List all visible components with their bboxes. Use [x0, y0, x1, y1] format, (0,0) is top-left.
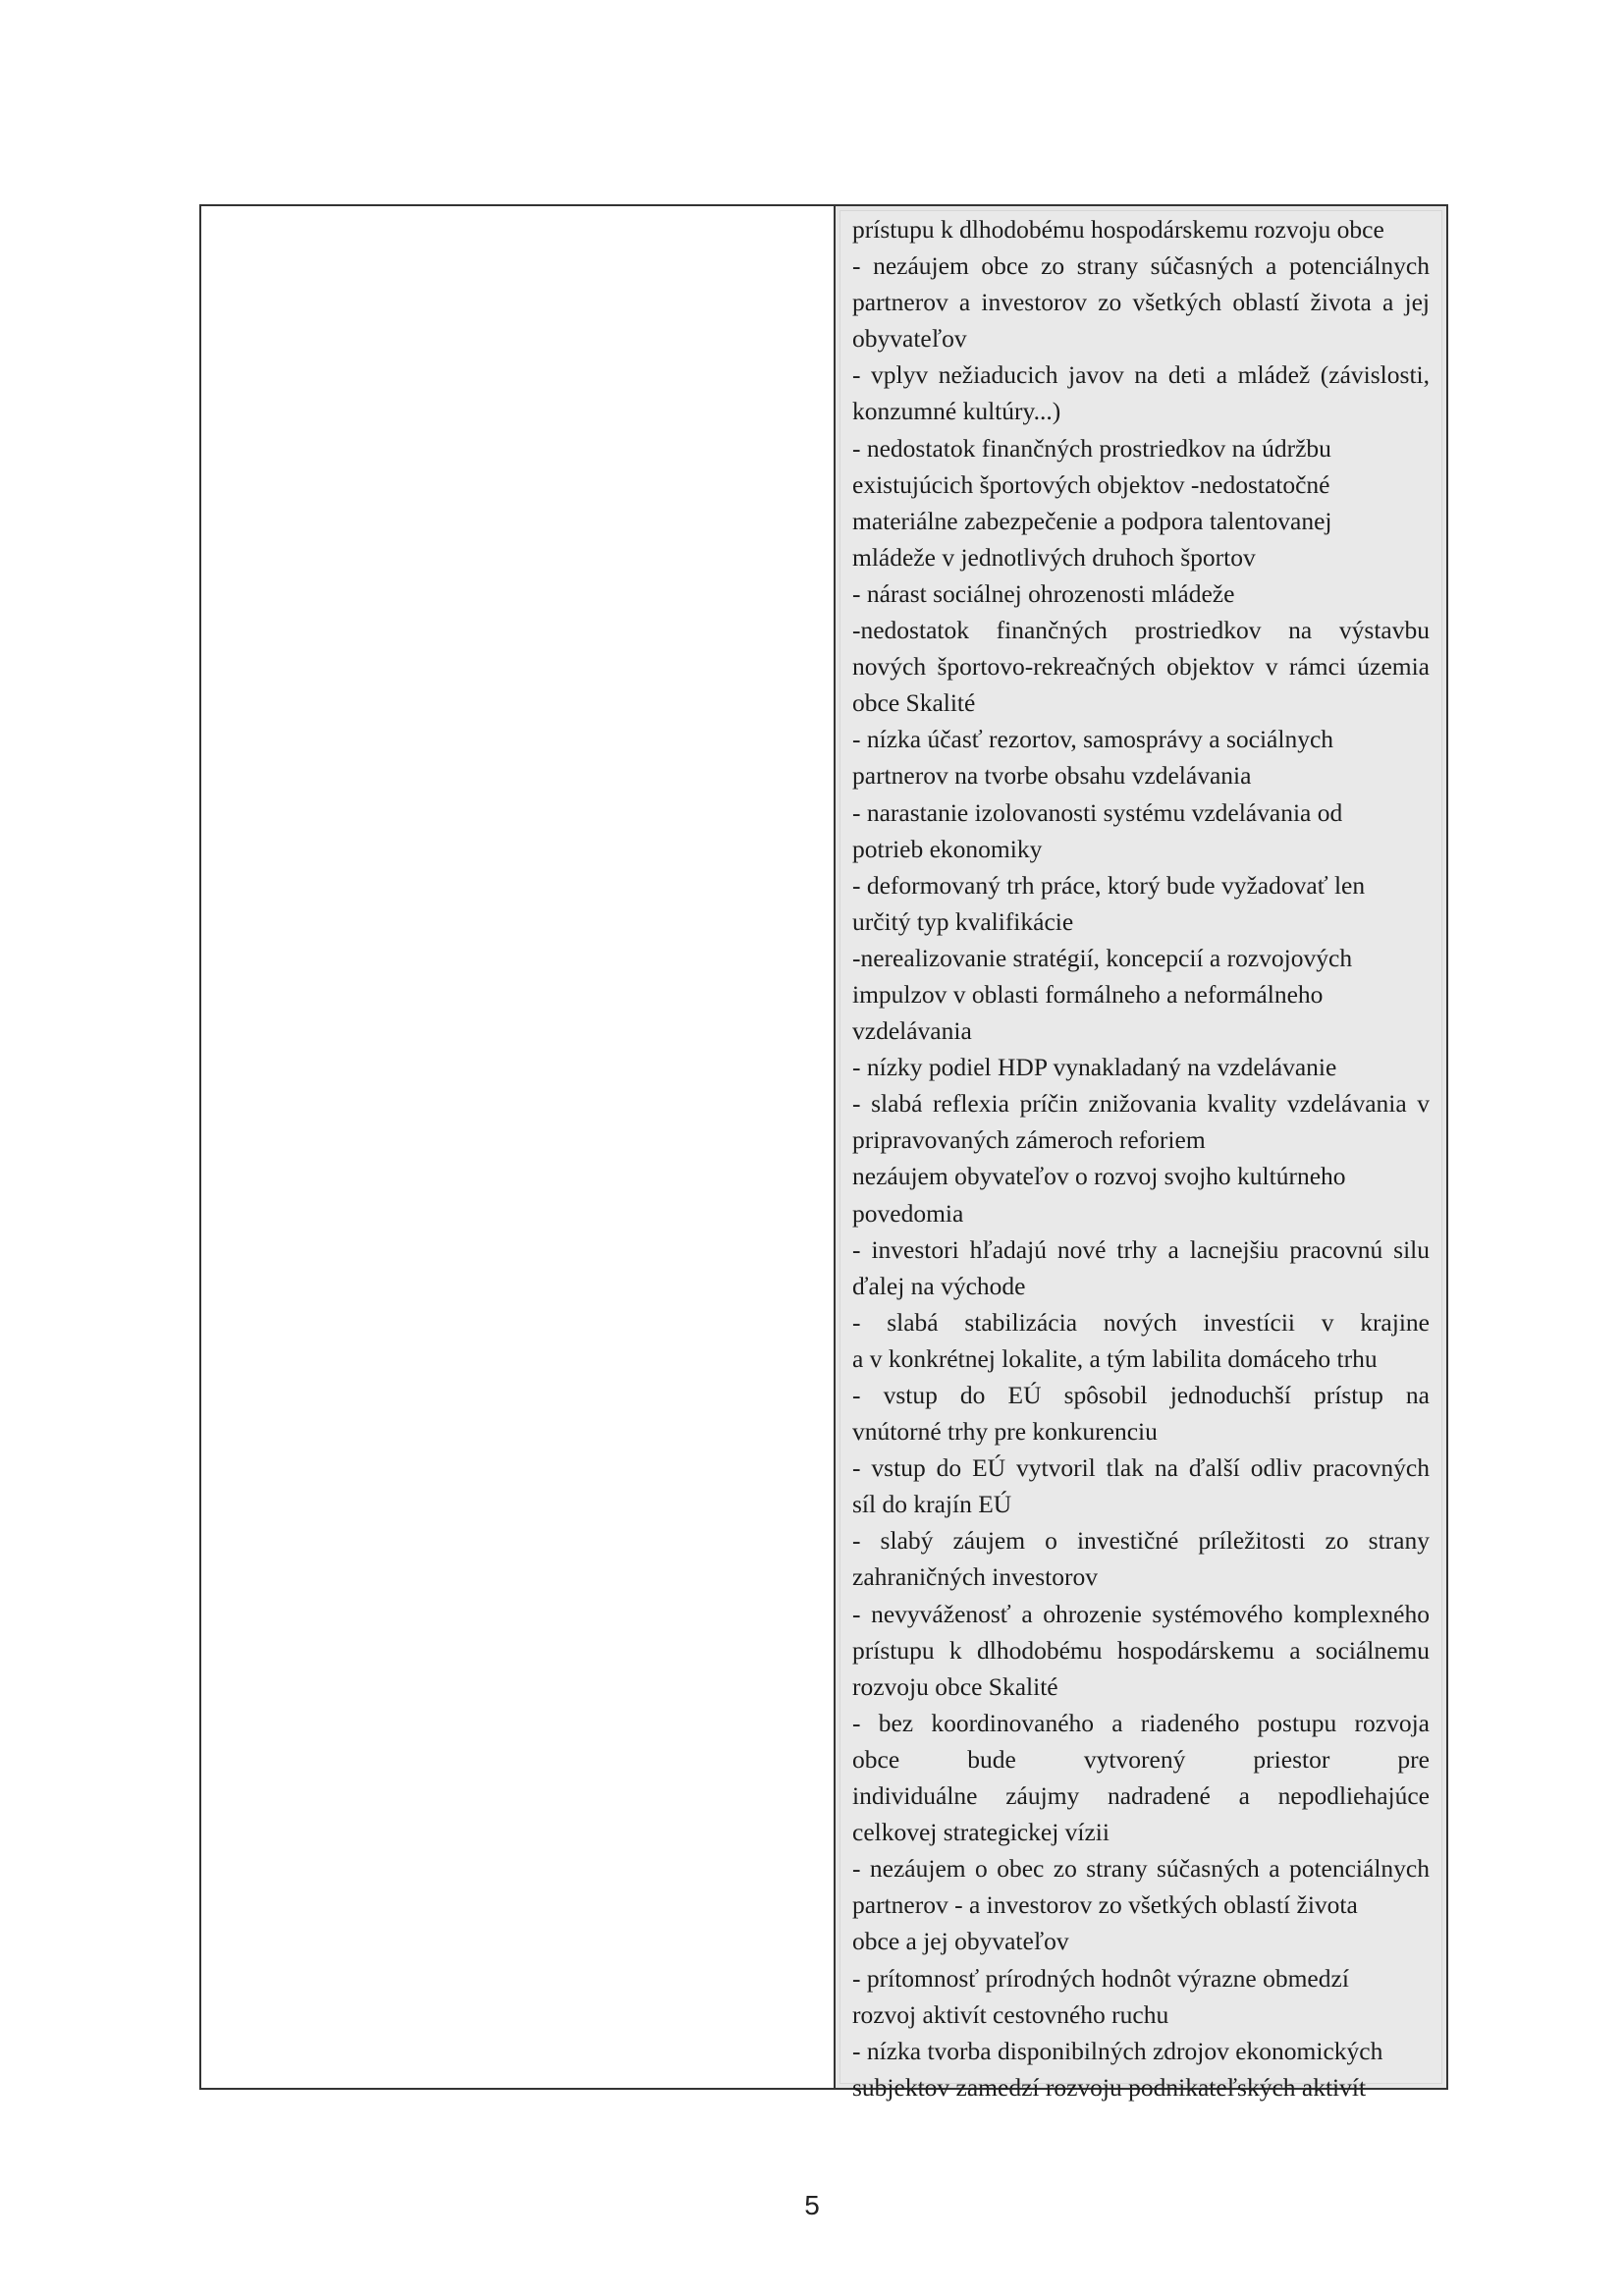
- text-line: - bez koordinovaného a riadeného postupu rozvoja: [852, 1708, 1430, 1737]
- text-line: impulzov v oblasti formálneho a neformálneho: [852, 979, 1324, 1009]
- text-line: určitý typ kvalifikácie: [852, 906, 1074, 936]
- text-line: obce Skalité: [852, 688, 976, 718]
- text-line: vnútorné trhy pre konkurenciu: [852, 1417, 1158, 1447]
- text-line: partnerov a investorov zo všetkých oblastí života a jej: [852, 288, 1430, 317]
- text-line: - slabý záujem o investičné príležitosti zo strany: [852, 1526, 1430, 1556]
- text-line: individuálne záujmy nadradené a nepodliehajúce: [852, 1781, 1430, 1811]
- threats-lines: [852, 211, 1430, 2105]
- text-line: povedomia: [852, 1198, 964, 1228]
- text-line: partnerov - a investorov zo všetkých oblastí života: [852, 1890, 1358, 1920]
- text-line: - slabá stabilizácia nových investícii v krajine: [852, 1307, 1430, 1337]
- page-number: 5: [804, 2190, 820, 2220]
- text-line: subjektov zamedzí rozvoju podnikateľských aktivít: [852, 2072, 1367, 2102]
- text-line: ďalej na východe: [852, 1271, 1026, 1300]
- text-line: síl do krajín EÚ: [852, 1490, 1012, 1519]
- text-line: - nezáujem o obec zo strany súčasných a potenciálnych: [852, 1854, 1430, 1884]
- text-line: - nevyváženosť a ohrozenie systémového komplexného: [852, 1599, 1430, 1628]
- text-line: existujúcich športových objektov -nedostatočné: [852, 469, 1330, 499]
- text-line: celkovej strategickej vízii: [852, 1818, 1110, 1847]
- text-line: - investori hľadajú nové trhy a lacnejšiu pracovnú silu: [852, 1234, 1430, 1264]
- text-line: - vstup do EÚ vytvoril tlak na ďalší odliv pracovných: [852, 1453, 1430, 1483]
- text-line: prístupu k dlhodobému hospodárskemu rozvoju obce: [852, 215, 1384, 244]
- text-line: - deformovaný trh práce, ktorý bude vyžadovať len: [852, 870, 1366, 900]
- text-line: pripravovaných zámeroch reforiem: [852, 1125, 1206, 1155]
- text-line: - nezáujem obce zo strany súčasných a potenciálnych: [852, 251, 1430, 281]
- text-line: zahraničných investorov: [852, 1562, 1098, 1592]
- text-line: vzdelávania: [852, 1016, 972, 1046]
- text-line: - nízka účasť rezortov, samosprávy a sociálnych: [852, 725, 1334, 754]
- text-line: - vplyv nežiaducich javov na deti a mládež (závislosti,: [852, 360, 1430, 390]
- text-line: konzumné kultúry...): [852, 397, 1061, 426]
- text-line: obce a jej obyvateľov: [852, 1927, 1069, 1956]
- text-line: partnerov na tvorbe obsahu vzdelávania: [852, 761, 1252, 791]
- text-line: -nerealizovanie stratégií, koncepcií a rozvojových: [852, 943, 1353, 972]
- text-line: mládeže v jednotlivých druhoch športov: [852, 542, 1256, 572]
- table-cell-left: [201, 206, 836, 2088]
- text-line: rozvoj aktivít cestovného ruchu: [852, 1999, 1169, 2029]
- text-line: - slabá reflexia príčin znižovania kvality vzdelávania v: [852, 1089, 1430, 1119]
- text-line: prístupu k dlhodobému hospodárskemu a sociálnemu: [852, 1635, 1430, 1665]
- text-line: potrieb ekonomiky: [852, 834, 1043, 863]
- text-line: - nedostatok finančných prostriedkov na údržbu: [852, 433, 1331, 463]
- text-line: rozvoju obce Skalité: [852, 1671, 1058, 1701]
- text-line: nových športovo-rekreačných objektov v rámci územia: [852, 652, 1430, 682]
- text-line: - nárast sociálnej ohrozenosti mládeže: [852, 578, 1235, 608]
- text-line: - prítomnosť prírodných hodnôt výrazne obmedzí: [852, 1963, 1349, 1993]
- text-line: obyvateľov: [852, 324, 967, 354]
- text-line: obce bude vytvorený priestor pre: [852, 1744, 1430, 1774]
- text-line: - vstup do EÚ spôsobil jednoduchší prístup na: [852, 1381, 1430, 1409]
- text-line: - nízka tvorba disponibilných zdrojov ekonomických: [852, 2036, 1383, 2065]
- table-cell-right: [836, 206, 1446, 2102]
- text-line: - narastanie izolovanosti systému vzdelávania od: [852, 797, 1343, 827]
- content-table: [199, 204, 1448, 2102]
- text-line: a v konkrétnej lokalite, a tým labilita domáceho trhu: [852, 1343, 1378, 1373]
- text-line: nezáujem obyvateľov o rozvoj svojho kultúrneho: [852, 1162, 1346, 1191]
- text-line: - nízky podiel HDP vynakladaný na vzdelávanie: [852, 1053, 1337, 1082]
- text-line: materiálne zabezpečenie a podpora talentovanej: [852, 506, 1332, 535]
- threats-text-block: [839, 210, 1442, 2102]
- text-line: -nedostatok finančných prostriedkov na výstavbu: [852, 616, 1430, 645]
